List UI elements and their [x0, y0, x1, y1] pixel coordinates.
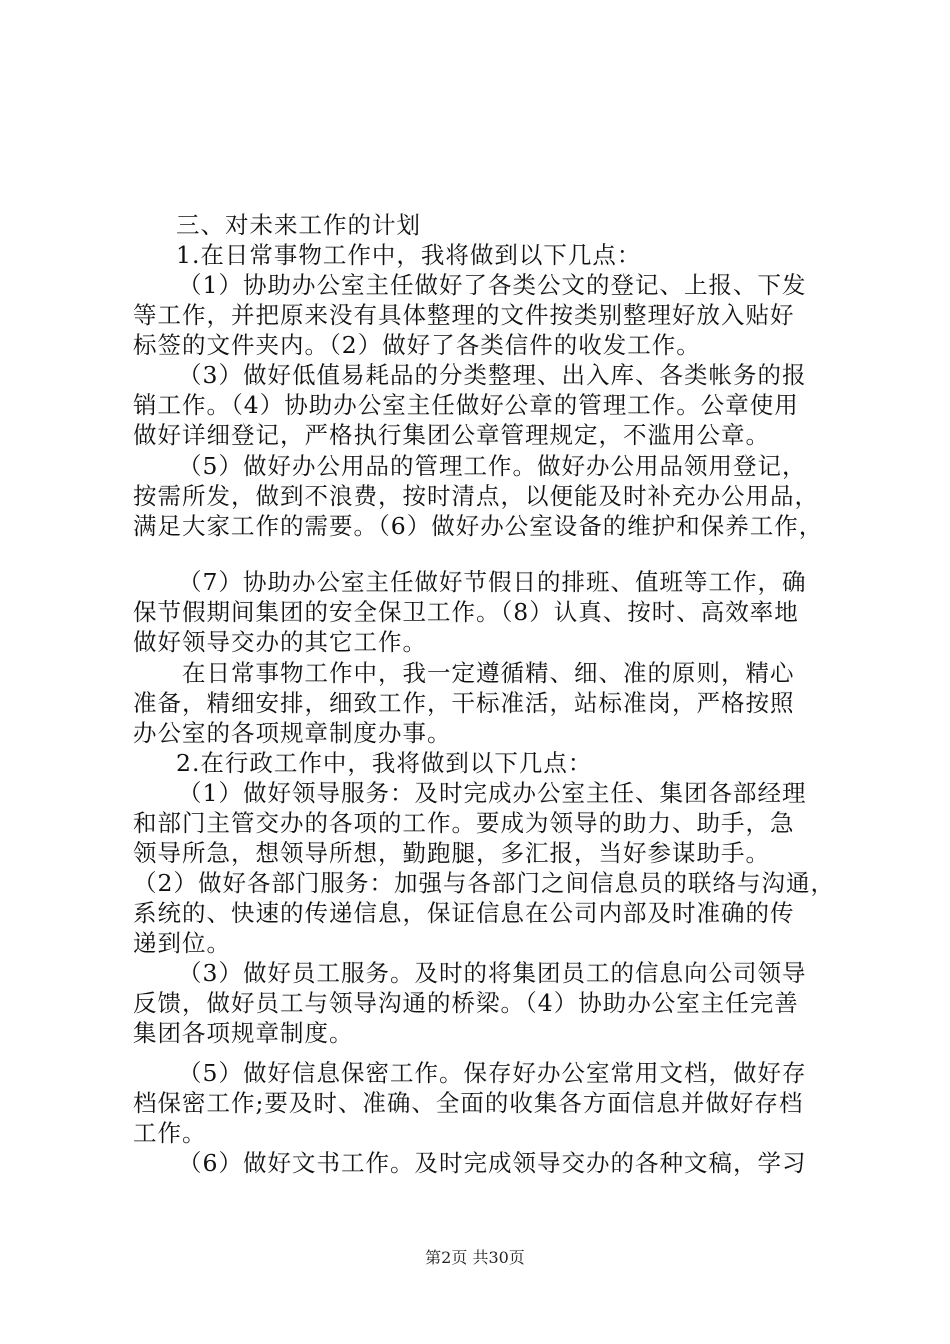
paragraph-line: 领导所急，想领导所想，勤跑腿，多汇报，当好参谋助手。 [133, 839, 770, 867]
paragraph-line: （1）做好领导服务：及时完成办公室主任、集团各部经理 [178, 779, 807, 807]
paragraph-line: （1）协助办公室主任做好了各类公文的登记、上报、下发 [178, 271, 807, 299]
subsection-heading: 1.在日常事物工作中，我将做到以下几点： [176, 241, 642, 269]
paragraph-line: （5）做好办公用品的管理工作。做好办公用品领用登记， [178, 452, 807, 480]
paragraph-line: （2）做好各部门服务：加强与各部门之间信息员的联络与沟通， [133, 869, 835, 897]
paragraph-line: （7）协助办公室主任做好节假日的排班、值班等工作，确 [178, 568, 807, 596]
paragraph-line: 标签的文件夹内。（2）做好了各类信件的收发工作。 [133, 331, 701, 359]
paragraph-line: 在日常事物工作中，我一定遵循精、细、准的原则，精心 [182, 659, 795, 687]
paragraph-line: 做好详细登记，严格执行集团公章管理规定，不滥用公章。 [133, 421, 770, 449]
paragraph-line: 满足大家工作的需要。（6）做好办公室设备的维护和保养工作， [133, 512, 824, 540]
paragraph-line: 反馈，做好员工与领导沟通的桥梁。（4）协助办公室主任完善 [133, 989, 799, 1017]
paragraph-line: 工作。 [133, 1119, 207, 1147]
paragraph-line: 集团各项规章制度。 [133, 1019, 354, 1047]
paragraph-line: （5）做好信息保密工作。保存好办公室常用文档，做好存 [178, 1059, 807, 1087]
paragraph-line: 和部门主管交办的各项的工作。要成为领导的助力、助手，急 [133, 809, 795, 837]
paragraph-line: 办公室的各项规章制度办事。 [133, 719, 452, 747]
paragraph-line: 等工作，并把原来没有具体整理的文件按类别整理好放入贴好 [133, 301, 795, 329]
paragraph-line: 档保密工作;要及时、准确、全面的收集各方面信息并做好存档 [133, 1089, 804, 1117]
paragraph-line: 销工作。（4）协助办公室主任做好公章的管理工作。公章使用 [133, 391, 799, 419]
paragraph-line: 准备，精细安排，细致工作，干标准活，站标准岗，严格按照 [133, 689, 795, 717]
paragraph-line: 系统的、快速的传递信息，保证信息在公司内部及时准确的传 [133, 899, 795, 927]
paragraph-line: （6）做好文书工作。及时完成领导交办的各种文稿，学习 [178, 1149, 807, 1177]
subsection-heading: 2.在行政工作中，我将做到以下几点： [176, 749, 593, 777]
section-heading: 三、对未来工作的计划 [176, 211, 421, 239]
page-footer: 第2页 共30页 [425, 1248, 525, 1267]
paragraph-line: 按需所发，做到不浪费，按时清点，以便能及时补充办公用品， [133, 482, 819, 510]
paragraph-line: （3）做好低值易耗品的分类整理、出入库、各类帐务的报 [178, 361, 807, 389]
paragraph-line: 保节假期间集团的安全保卫工作。（8）认真、按时、高效率地 [133, 598, 799, 626]
paragraph-line: 做好领导交办的其它工作。 [133, 628, 427, 656]
paragraph-line: （3）做好员工服务。及时的将集团员工的信息向公司领导 [178, 959, 807, 987]
paragraph-line: 递到位。 [133, 929, 231, 957]
